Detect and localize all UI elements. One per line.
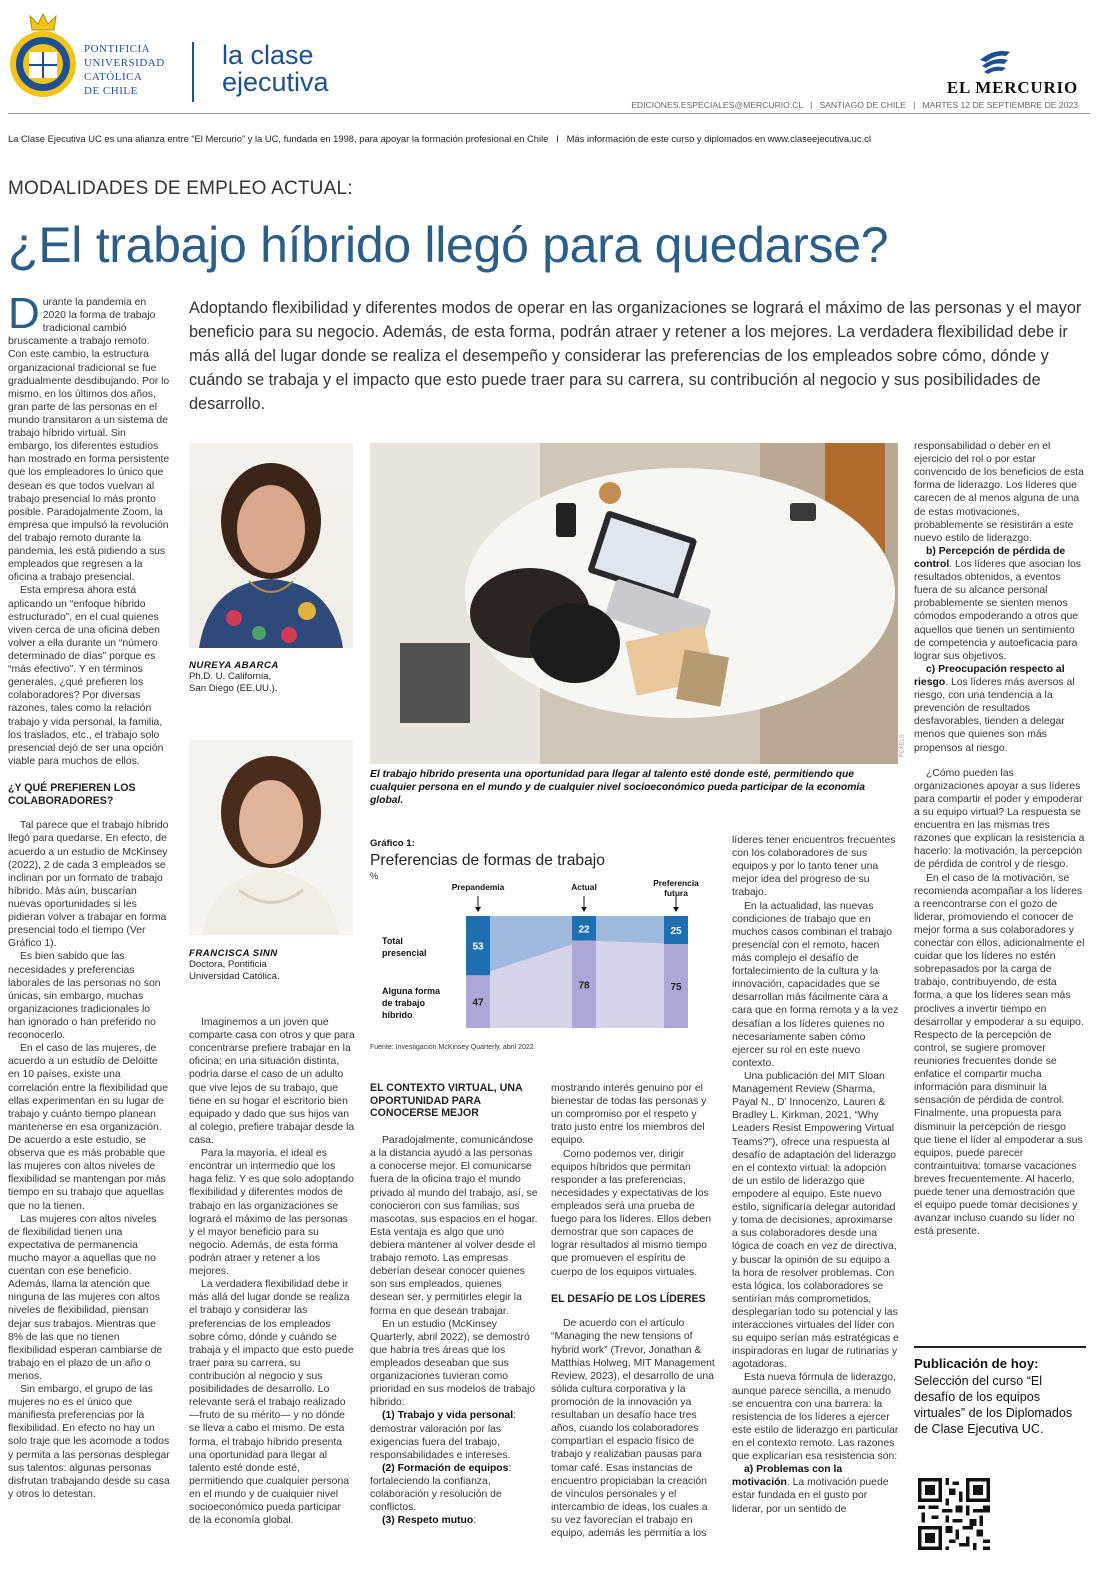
uc-name [84, 42, 165, 98]
author-title: Ph.D. U. California, [189, 671, 272, 682]
masthead-divider [192, 42, 194, 102]
arrow-head-icon [673, 907, 679, 912]
author-title: Doctora, Pontificia [189, 959, 267, 970]
list-item-text: : demostrar valoración por las exigencias fuera del trabajo, responsabilidades e intereses. [370, 1410, 516, 1461]
list-item-title: c) Preocupación respecto al riesgo [914, 663, 1065, 688]
chart-source: Fuente: Investigación McKinsey Quarterly, abril 2022. [370, 1044, 536, 1051]
chart-area [370, 880, 715, 1044]
row-label: Total [382, 936, 403, 946]
paragraph: En la actualidad, las nuevas condiciones de trabajo que en muchos casos combinan el trabajo presencial con el remoto, hacen más complejo el desafío de fortalecimiento de la cultura y la innovación, capacidades que se desarrollan más fácilmente cara a cara que en forma remota y a la vez desafían a los líderes quienes no necesariamente saben cómo ejercer su rol en este nuevo contexto. [732, 900, 899, 1069]
publication-title: Publicación de hoy: [914, 1356, 1039, 1371]
chart-block [370, 836, 715, 1056]
el-mercurio-emblem-icon [976, 46, 1014, 76]
hybrid-work-photo-image [370, 443, 898, 764]
paragraph: líderes tener encuentros frecuentes con los colaboradores de sus equipos y por lo tanto tener una mejor idea del progreso de su trabajo. [732, 835, 896, 899]
list-item-title: (2) Formación de equipos [382, 1462, 509, 1474]
data-label-presencial: 53 [472, 941, 484, 953]
paragraph [370, 1514, 538, 1527]
paragraph: Como podemos ver, dirigir equipos híbridos que permitan responder a las preferencias, necesidades y expectativas de los empleados será una prueba de fuego para los líderes. Ellos deben demostrar que son capaces de lograr resultados al mismo tiempo que promueven el espíritu de cuerpo de los equipos virtuales. [551, 1148, 712, 1278]
author-photo [189, 443, 353, 648]
list-item-title: (3) Respeto mutuo [382, 1515, 474, 1527]
paragraph: La verdadera flexibilidad debe ir más allá del lugar donde se realiza el trabajo y considerar las preferencias de los empleados sobre cómo, dónde y cuándo se trabaja y el impacto que esto puede traer para su carrera, su contribución al negocio y sus posibilidades de desarrollo. Lo relevante será el trabajo realizado —fruto de su mérito— y no dónde se lleva a cabo el mismo. De esta forma, el trabajo híbrido presenta una oportunidad para llegar al talento esté donde esté, permitiendo que cualquier persona en el mundo y de cualquier nivel socioeconómico pueda participar de la economía global. [189, 1279, 354, 1527]
photo-caption: El trabajo híbrido presenta una oportunidad para llegar al talento esté donde esté, permitiendo que cualquier persona en el mundo y de cualquier nivel socioeconómico pueda participar de la economía global. [370, 769, 865, 806]
paragraph [370, 1462, 538, 1514]
author-caption [189, 948, 353, 983]
column-5 [732, 834, 900, 1578]
column-3-lower [370, 1082, 538, 1578]
publication-rule [914, 1346, 1086, 1348]
row-label: Alguna forma [382, 986, 441, 996]
paragraph [914, 545, 1086, 663]
category-label: futura [664, 888, 688, 898]
paragraph: En el caso de las mujeres, de acuerdo a un estudio de Deloitte en 10 países, existe una correlación entre la flexibilidad que ellas experimentan en su lugar de trabajo y cuánto tiempo planean mantenerse en esa organización. De acuerdo a este estudio, se observa que es más probable que las mujeres con altos niveles de flexibilidad se mantengan por más tiempo en su trabajo que aquellas que no la tienen. [8, 1043, 168, 1212]
author-caption [189, 660, 353, 695]
data-label-hybrid: 47 [472, 997, 484, 1009]
brand-line1: la clase [222, 40, 314, 70]
paragraph: mostrando interés genuino por el bienestar de todas las personas y un compromiso por el respeto y trato justo entre los miembros del equipo. [551, 1083, 707, 1147]
publication-box [914, 1356, 1086, 1437]
column-6 [914, 440, 1086, 1318]
uc-seal-logo [8, 10, 78, 102]
paragraph: Es bien sabido que las necesidades y preferencias laborales de las personas no son únicas, sin embargo, muchas organizaciones tradicionales lo han ignorado o han preferido no reconocerlo. [8, 951, 161, 1042]
headline: ¿El trabajo híbrido llegó para quedarse? [8, 217, 889, 273]
paragraph: De acuerdo con el artículo “Managing the new tensions of hybrid work” (Trevor, Jonathan & Matthias Holweg, MIT Management Review, 2023), el desarrollo de una sólida cultura corporativa y la promoción de la innovación ya resultaban un desafío hace tres años, cuando los colaboradores compartían el espacio físico de trabajo y realizaban pausas para tomar café. Esas instancias de encuentro propiciaban la creación de vínculos personales y el intercambio de ideas, los cuales a su vez favorecían el trabajo en equipo, además les permitía a los [551, 1318, 715, 1540]
paragraph: urante la pandemia en 2020 la forma de trabajo tradicional cambió bruscamente a trabajo remoto. Con este cambio, la estructura organizacional tradicional se fue gradualmente desdibujando. Por lo mismo, en los últimos dos años, gran parte de las personas en el mundo transitaron a un sistema de trabajo híbrido virtual. Sin embargo, los diferentes estudios han mostrado en forma persistente que los empleadores lo único que desean es que todos vuelvan al trabajo presencial lo más pronto posible. Paradojalmente Zoom, la empresa que impulsó la revolución del trabajo remoto durante la pandemia, les está pidiendo a sus empleados que regresen a la oficina a trabajo presencial. [8, 297, 170, 584]
kicker: MODALIDADES DE EMPLEO ACTUAL: [8, 178, 353, 199]
list-item-text: : fortaleciendo la confianza, colaboración y resolución de conflictos. [370, 1462, 512, 1514]
masthead-rule [8, 113, 1090, 114]
paragraph: En el caso de la motivación, se recomienda acompañar a los líderes a reencontrarse con el gozo de liderar, promoviendo el conocer de mejor forma a sus colaboradores y conectar con ellos, adicionalmente el cuidar que los líderes no estén sobrepasados por la carga de trabajo, contribuyendo, de esta forma, a que los líderes sean más proclives a invertir tiempo en desarrollar y empoderar a su equipo. Respecto de la percepción de control, se sugiere promover reuniones frecuentes donde se enfatice el compartir mucha información para disminuir la sensación de pérdida de control. Finalmente, una propuesta para disminuir la percepción de riesgo que tiene el líder al empoderar a sus equipos, puede parecer contraintuitiva: tomarse vacaciones breves frecuentemente. Al hacerlo, puede tener una demostración que el equipo puede tomar decisiones y avanzar incluso cuando su líder no está presente. [914, 872, 1085, 1238]
edition-meta: EDICIONES.ESPECIALES@MERCURIO.CL | SANTIAGO DE CHILE | MARTES 12 DE SEPTIEMBRE DE 2023 [631, 100, 1078, 110]
paragraph: Para la mayoría, el ideal es encontrar un intermedio que los haga feliz. Y es que solo adoptando flexibilidad y diferentes modos de trabajo en las organizaciones se logrará el máximo de las personas y el mayor beneficio para su negocio. Además, de esta forma podrán atraer y retener a los mejores. [189, 1148, 354, 1278]
author-name: FRANCISCA SINN [189, 948, 278, 959]
arrow-head-icon [475, 907, 481, 912]
category-label: Preferencia [653, 878, 699, 888]
subheading: ¿Y QUÉ PREFIEREN LOS COLABORADORES? [8, 781, 136, 807]
list-item-text: . Los líderes más aversos al riesgo, con una tendencia a la prevención de resultados desfavorables, tienden a delegar menos que quienes son más propensos al riesgo. [914, 676, 1075, 754]
uc-line: UNIVERSIDAD [84, 57, 165, 69]
paragraph [914, 663, 1086, 755]
row-label: híbrido [382, 1010, 413, 1020]
list-item-text: : [473, 1515, 477, 1527]
paragraph: En un estudio (McKinsey Quarterly, abril 2022), se demostró que habría tres áreas que los empleados deseaban que sus organizaciones tuvieran como prioridad en sus modelos de trabajo híbrido: [370, 1318, 536, 1409]
info-bar: La Clase Ejecutiva UC es una alianza entre “El Mercurio” y la UC, fundada en 1998, para apoyar la formación profesional en Chile I Más información de este curso y diplomados en www.claseejecutiva.uc.cl [8, 133, 871, 144]
column-2-lower [189, 1016, 355, 1578]
data-label-presencial: 22 [578, 924, 590, 936]
column-1 [8, 289, 170, 1578]
paragraph: Esta empresa ahora está aplicando un “enfoque híbrido estructurado”, en el cual quienes viven cerca de una oficina deben volver a ella durante un “número determinado de días” porque es “más efectivo”. Y en términos generales, ¿qué prefieren los colaboradores? Por diversas razones, tales como la relación trabajo y vida personal, la familia, los traslados, etc., el trabajo solo presencial dejó de ser una opción viable para muchos de ellos. [8, 585, 164, 767]
paragraph [370, 1409, 538, 1461]
author-portrait-image [189, 443, 353, 648]
brand-line2: ejecutiva [222, 67, 329, 97]
paragraph: Sin embargo, el grupo de las mujeres no es el único que manifiesta preferencias por la flexibilidad. En efecto no hay un solo traje que les acomode a todos y permita a las personas desplegar sus talentos: algunas personas disfrutan trabajando desde su casa y otros lo detestan. [8, 1384, 170, 1500]
category-label: Actual [571, 882, 597, 892]
newspaper-name: EL MERCURIO [946, 78, 1078, 97]
subheading: EL CONTEXTO VIRTUAL, UNA OPORTUNIDAD PARA CONOCERSE MEJOR [370, 1082, 523, 1120]
qr-code-icon[interactable] [918, 1478, 990, 1550]
list-item-title: b) Percepción de pérdida de control [914, 545, 1066, 570]
paragraph: Tal parece que el trabajo híbrido llegó para quedarse. En efecto, de acuerdo a un estudio de McKinsey (2022), 2 de cada 3 empleados se inclinan por un formato de trabajo híbrido. Más aún, buscarían nuevas oportunidades si les pidieran volver a trabajar en forma presencial todo el tiempo (Ver Gráfico 1). [8, 820, 169, 950]
data-label-presencial: 25 [670, 926, 682, 937]
author-title: Universidad Católica. [189, 970, 280, 982]
paragraph [732, 1463, 900, 1515]
author-title: San Diego (EE.UU.). [189, 682, 278, 694]
uc-line: DE CHILE [84, 85, 138, 97]
paragraph: responsabilidad o deber en el ejercicio del rol o por estar convencido de los beneficios de esta forma de liderazgo. Los líderes que carecen de al menos alguna de una de estas motivaciones, probablemente se resistirán a este nuevo estilo de liderazgo. [914, 441, 1084, 544]
list-item-title: a) Problemas con la motivación [732, 1464, 843, 1489]
chart-unit: % [370, 871, 379, 881]
list-item-text: . Los líderes que asocian los resultados obtenidos, a eventos fuera de su alcance personal probablemente se sienten menos cómodos empoderando a otros que aquellos que tienen un sentimiento de competencia y autoeficacia para lograr sus objetivos. [914, 558, 1081, 662]
brand-logo [222, 42, 329, 96]
data-label-hybrid: 75 [670, 982, 682, 993]
list-item-text: . La motivación puede estar fundada en el gusto por liderar, por un sentido de [732, 1477, 889, 1515]
paragraph: Paradojalmente, comunicándose a la distancia ayudó a las personas a conocerse mejor. El comunicarse fuera de la oficina trajo el mundo privado al mundo del trabajo, así, se conocieron con sus familias, sus mascotas, sus espacios en el hogar. Esta ventaja es algo que uno debiera mantener al volver desde el trabajo remoto. Las empresas deberían desear conocer quienes son sus empleados, quienes desean ser, y permitirles elegir la forma en que desean trabajar. [370, 1135, 538, 1317]
column-4-lower [551, 1082, 717, 1578]
author-portrait-image [189, 740, 353, 935]
main-photo [370, 443, 906, 764]
data-label-hybrid: 78 [578, 980, 590, 992]
author-name: NUREYA ABARCA [189, 660, 279, 671]
uc-line: PONTIFICIA [84, 43, 151, 55]
drop-cap: D [8, 289, 40, 338]
category-label: Prepandemia [451, 882, 505, 892]
list-item-title: (1) Trabajo y vida personal [382, 1410, 514, 1422]
uc-line: CATÓLICA [84, 71, 143, 83]
author-photo [189, 740, 353, 935]
paragraph: Las mujeres con altos niveles de flexibilidad tienen una expectativa de permanencia mucho mayor a aquellas que no cuentan con ese beneficio. Además, llama la atención que ninguna de las mujeres con altos niveles de flexibilidad, piensan dejar sus trabajos. Mientras que 8% de las que no tienen flexibilidad esperan cambiarse de trabajo en el plazo de un año o menos. [8, 1213, 163, 1382]
paragraph: Imaginemos a un joven que comparte casa con otros y que para concentrarse prefiere trabajar en la oficina; en una situación distinta, podría darse el caso de un adulto que vive lejos de su trabajo, que tiene en su hogar el escritorio bien equipado y dado que sus hijos van al colegio, prefiere trabajar desde la casa. [189, 1017, 355, 1146]
publication-text: Selección del curso “El desafío de los equipos virtuales” de los Diplomados de Clase Ejecutiva UC. [914, 1374, 1073, 1436]
chart-label: Gráfico 1: [370, 838, 415, 849]
masthead [0, 0, 1100, 144]
lead-paragraph: Adoptando flexibilidad y diferentes modos de operar en las organizaciones se logrará el máximo de las personas y el mayor beneficio para su negocio. Además, de esta forma, podrán atraer y retener a los mejores. La verdadera flexibilidad debe ir más allá del lugar donde se realiza el desempeño y considerar las preferencias de los empleados sobre cómo, dónde y cuándo se trabaja y el impacto que esto puede traer para su carrera, su contribución al negocio y sus posibilidades de desarrollo. [189, 299, 1082, 413]
paragraph: Una publicación del MIT Sloan Management Review (Sharma, Payal N., D’ Innocenzo, Lauren & Bradley L. Kirkman, 2021, “Why Leaders Resist Empowering Virtual Teams?”), ofrece una respuesta al desafío de adaptación del liderazgo en el contexto virtual: la adopción de un estilo de liderazgo que empodere al equipo. Este nuevo estilo, significaría delegar autoridad y toma de decisiones, aproximarse a sus colaboradores desde una lógica de coach en vez de directiva, y buscar la opinión de su equipo a la hora de resolver problemas. Con esta lógica, los colaboradores se sentirían más comprometidos, desplegarían todo su potencial y las interacciones virtuales del líder con su equipo serían más estratégicas e inspiradoras en lugar de rutinarias y agotadoras. [732, 1070, 899, 1371]
photo-credit: PEXELS [899, 734, 906, 758]
paragraph: ¿Cómo pueden las organizaciones apoyar a sus líderes para compartir el poder y empoderar a su equipo virtual? La respuesta se encuentra en las mismas tres razones que explican la resistencia a hacerlo: la motivación, la percepción de pérdida de control y de riesgo. [914, 767, 1085, 871]
subheading: EL DESAFÍO DE LOS LÍDERES [551, 1292, 706, 1305]
chart-title: Preferencias de formas de trabajo [370, 852, 605, 869]
row-label: de trabajo [382, 998, 426, 1008]
paragraph: Esta nueva fórmula de liderazgo, aunque parece sencilla, a menudo se encuentra con una barrera: la resistencia de los líderes a ejercer este estilo de liderazgo en particular en el contexto remoto. Las razones que explicarían esa resistencia son: [732, 1372, 899, 1463]
arrow-head-icon [581, 907, 587, 912]
row-label: presencial [382, 948, 427, 958]
